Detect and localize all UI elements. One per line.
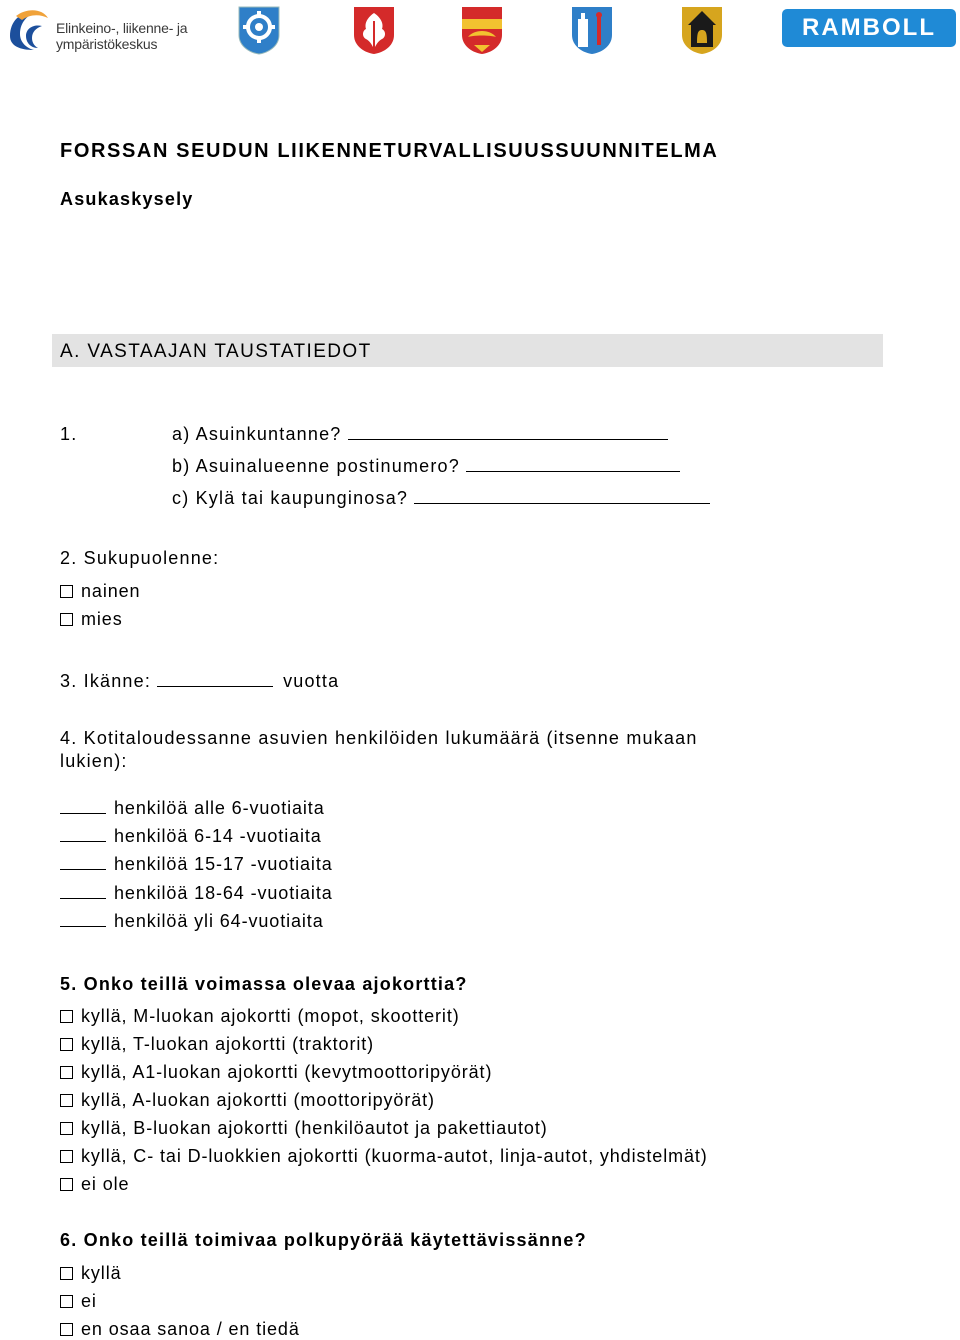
checkbox[interactable] (60, 1267, 73, 1280)
q1c-row (172, 487, 710, 509)
q2-label: 2. Sukupuolenne: (60, 548, 220, 568)
q5-option-label: kyllä, B-luokan ajokortti (henkilöautot ja pakettiautot) (81, 1118, 548, 1138)
ramboll-wordmark: RAMBOLL (802, 14, 936, 41)
document-title: FORSSAN SEUDUN LIIKENNETURVALLISUUSSUUNNITELMA (60, 140, 719, 162)
q4-option (60, 853, 333, 875)
count-answer-line[interactable] (60, 912, 106, 927)
q6-option (60, 1290, 97, 1312)
checkbox[interactable] (60, 1066, 73, 1079)
q5-option (60, 1005, 460, 1027)
checkbox[interactable] (60, 1178, 73, 1191)
q1a-answer-line[interactable] (348, 423, 668, 440)
count-answer-line[interactable] (60, 884, 106, 899)
q5-option (60, 1117, 548, 1139)
count-answer-line[interactable] (60, 855, 106, 870)
ely-emblem-icon (6, 6, 52, 54)
ely-name-line2: ympäristökeskus (56, 36, 158, 52)
q5-option-label: kyllä, T-luokan ajokortti (traktorit) (81, 1034, 375, 1054)
q4-option (60, 825, 322, 847)
q5-option-label: kyllä, A-luokan ajokortti (moottoripyörät) (81, 1090, 435, 1110)
q4-option (60, 882, 333, 904)
q1a-label: a) Asuinkuntanne? (172, 424, 342, 444)
q4-option-label: henkilöä 18-64 -vuotiaita (114, 883, 333, 903)
q4-option-label: henkilöä 6-14 -vuotiaita (114, 826, 322, 846)
coat-of-arms-gear-icon (237, 5, 281, 55)
checkbox[interactable] (60, 1038, 73, 1051)
document-subtitle: Asukaskysely (60, 189, 194, 209)
coat-of-arms-oak-icon (352, 5, 396, 55)
checkbox[interactable] (60, 1122, 73, 1135)
coat-of-arms-bell-tower-icon (680, 5, 724, 55)
q1b-answer-line[interactable] (466, 455, 680, 472)
checkbox[interactable] (60, 1150, 73, 1163)
q4-option-label: henkilöä 15-17 -vuotiaita (114, 854, 333, 874)
q5-option-label: kyllä, C- tai D-luokkien ajokortti (kuorma-autot, linja-autot, yhdistelmät) (81, 1146, 708, 1166)
q5-label: 5. Onko teillä voimassa olevaa ajokorttia? (60, 974, 468, 994)
q5-option (60, 1033, 374, 1055)
checkbox[interactable] (60, 1323, 73, 1336)
q1-number: 1. (60, 424, 78, 444)
q5-option (60, 1173, 129, 1195)
q2-option (60, 580, 140, 602)
checkbox[interactable] (60, 1010, 73, 1023)
q4-option-label: henkilöä yli 64-vuotiaita (114, 911, 324, 931)
q5-option-label: ei ole (81, 1174, 130, 1194)
q4-option (60, 910, 324, 932)
q5-option (60, 1061, 492, 1083)
q6-option (60, 1262, 122, 1284)
q6-option-label: ei (81, 1291, 97, 1311)
q4-option-label: henkilöä alle 6-vuotiaita (114, 798, 325, 818)
q4-label-line2: lukien): (60, 751, 128, 771)
q2-option-label: mies (81, 609, 123, 629)
q6-label: 6. Onko teillä toimivaa polkupyörää käytettävissänne? (60, 1230, 587, 1250)
q6-option-label: en osaa sanoa / en tiedä (81, 1319, 300, 1339)
coat-of-arms-sickles-icon (460, 5, 504, 55)
checkbox[interactable] (60, 1094, 73, 1107)
ely-name (56, 20, 187, 52)
q3-label: 3. Ikänne: (60, 671, 152, 691)
ely-name-line1: Elinkeino-, liikenne- ja (56, 20, 188, 36)
q3-row (60, 670, 339, 692)
q6-option (60, 1318, 300, 1340)
q1b-row (172, 455, 680, 477)
count-answer-line[interactable] (60, 827, 106, 842)
q4-option (60, 797, 325, 819)
ely-centre-logo (6, 6, 206, 54)
q5-option (60, 1145, 708, 1167)
q1b-label: b) Asuinalueenne postinumero? (172, 456, 460, 476)
q1c-label: c) Kylä tai kaupunginosa? (172, 488, 409, 508)
q3-suffix: vuotta (283, 671, 340, 691)
q6-option-label: kyllä (81, 1263, 122, 1283)
section-a-title: A. VASTAAJAN TAUSTATIEDOT (60, 341, 372, 362)
q5-option-label: kyllä, A1-luokan ajokortti (kevytmoottoripyörät) (81, 1062, 493, 1082)
count-answer-line[interactable] (60, 799, 106, 814)
q5-option (60, 1089, 435, 1111)
checkbox[interactable] (60, 613, 73, 626)
q1a-row (172, 423, 668, 445)
q5-option-label: kyllä, M-luokan ajokortti (mopot, skootterit) (81, 1006, 460, 1026)
checkbox[interactable] (60, 585, 73, 598)
checkbox[interactable] (60, 1295, 73, 1308)
coat-of-arms-tower-icon (570, 5, 614, 55)
q2-option (60, 608, 123, 630)
q2-option-label: nainen (81, 581, 141, 601)
q4-label-line1: 4. Kotitaloudessanne asuvien henkilöiden lukumäärä (itsenne mukaan (60, 728, 698, 748)
ramboll-logo (782, 9, 956, 47)
logo-strip (0, 0, 960, 70)
q1c-answer-line[interactable] (414, 487, 710, 504)
section-a-header (52, 334, 883, 367)
q3-answer-line[interactable] (157, 670, 273, 687)
